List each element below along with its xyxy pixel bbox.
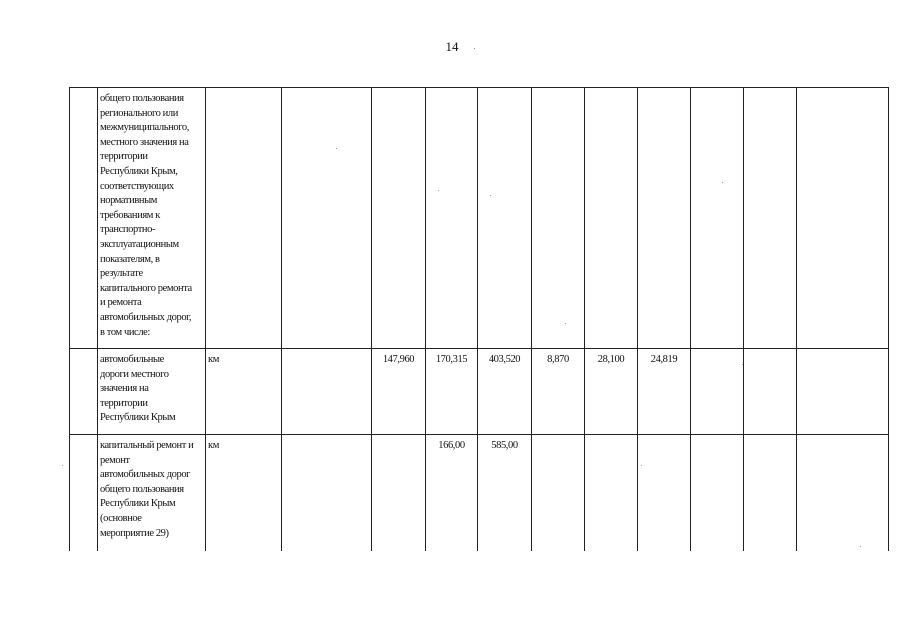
- row-number-cell: [70, 435, 98, 551]
- scan-speck: [742, 364, 743, 365]
- value-cell: [585, 88, 638, 349]
- indicator-name-cell: капитальный ремонт и ремонт автомобильных дорог общего пользования Республики Крым (основное мероприятие 29): [98, 435, 206, 551]
- source-cell: [282, 349, 372, 435]
- value-cell: [532, 435, 585, 551]
- scan-speck: [62, 465, 63, 466]
- value-cell: 24,819: [638, 349, 691, 435]
- value-cell: 585,00: [478, 435, 532, 551]
- value-cell: [744, 88, 797, 349]
- value-cell: 28,100: [585, 349, 638, 435]
- table-row: [70, 435, 889, 551]
- value-cell: [638, 88, 691, 349]
- value-cell: [744, 349, 797, 435]
- table-row: [70, 349, 889, 435]
- value-cell: 8,870: [532, 349, 585, 435]
- value-cell: [797, 88, 889, 349]
- row-number-cell: [70, 349, 98, 435]
- value-cell: [478, 88, 532, 349]
- scan-speck: [336, 148, 337, 149]
- unit-cell: км: [206, 349, 282, 435]
- value-cell: [532, 88, 585, 349]
- value-cell: [585, 435, 638, 551]
- scan-speck: [860, 546, 861, 547]
- unit-cell: [206, 88, 282, 349]
- value-cell: [638, 435, 691, 551]
- value-cell: [797, 349, 889, 435]
- value-cell: [691, 88, 744, 349]
- indicator-name-cell: общего пользования регионального или межмуниципального, местного значения на территории Республики Крым, соответствующих нормативным требованиям к транспортно- эксплуатационным показателям, в результате капитального ремонта и ремонта автомобильных дорог, в том числе:: [98, 88, 206, 349]
- scan-speck: [565, 323, 566, 324]
- table-row: [70, 88, 889, 349]
- value-cell: [372, 88, 426, 349]
- indicator-table: [69, 87, 889, 551]
- value-cell: [691, 435, 744, 551]
- value-cell: 403,520: [478, 349, 532, 435]
- value-cell: 170,315: [426, 349, 478, 435]
- value-cell: [691, 349, 744, 435]
- scan-speck: [722, 182, 723, 183]
- value-cell: [797, 435, 889, 551]
- value-cell: 166,00: [426, 435, 478, 551]
- value-cell: [372, 435, 426, 551]
- scan-speck: [474, 48, 475, 49]
- indicator-name-cell: автомобильные дороги местного значения на территории Республики Крым: [98, 349, 206, 435]
- value-cell: 147,960: [372, 349, 426, 435]
- unit-cell: км: [206, 435, 282, 551]
- source-cell: [282, 88, 372, 349]
- value-cell: [426, 88, 478, 349]
- source-cell: [282, 435, 372, 551]
- value-cell: [744, 435, 797, 551]
- row-number-cell: [70, 88, 98, 349]
- scan-speck: [641, 465, 642, 466]
- page-number: 14: [445, 39, 459, 54]
- scan-speck: [438, 190, 439, 191]
- scan-speck: [490, 195, 491, 196]
